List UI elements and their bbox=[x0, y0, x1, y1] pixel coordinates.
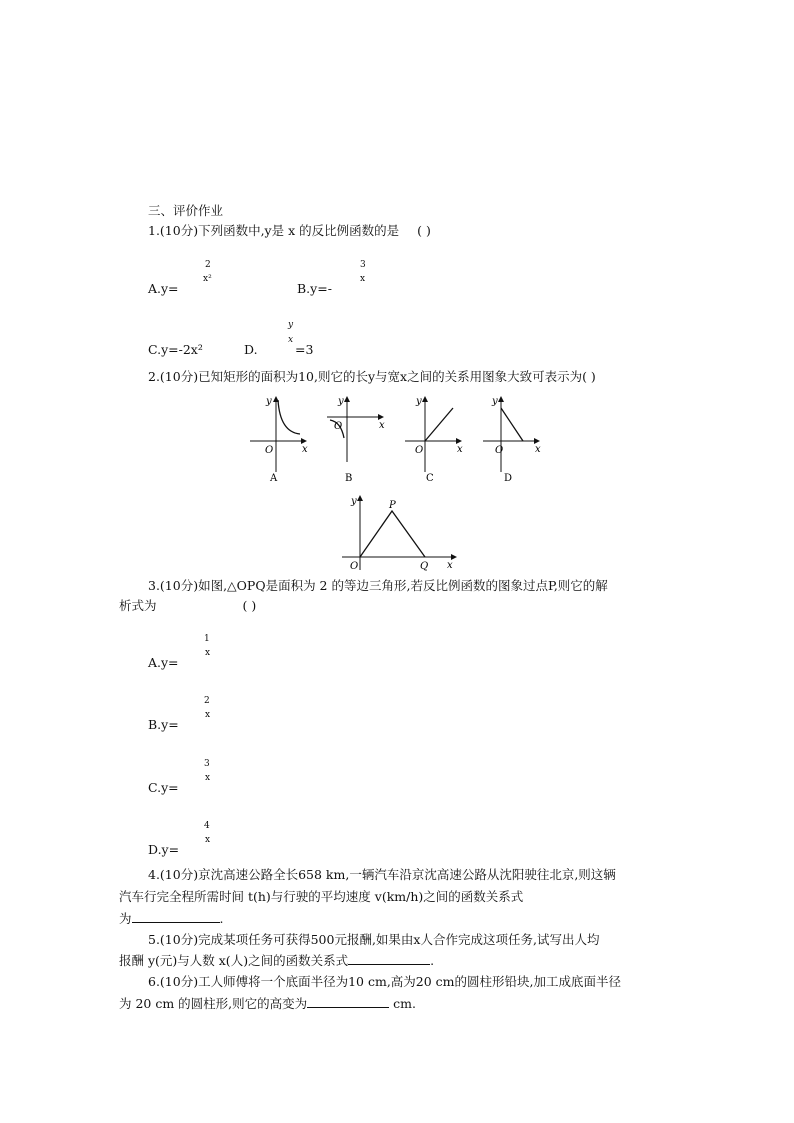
point-q-label: Q bbox=[420, 561, 429, 572]
q3-option-c: C.y= bbox=[148, 780, 179, 795]
q3-d-numerator: 4 bbox=[204, 821, 210, 831]
q4-line3-post: . bbox=[219, 911, 224, 926]
hyperbola-curve bbox=[278, 400, 300, 434]
x-axis-label: x bbox=[447, 560, 453, 571]
q2-graph-b bbox=[325, 392, 391, 484]
increasing-line bbox=[425, 408, 453, 441]
origin-label: O bbox=[495, 445, 504, 456]
q3-d-denominator: x bbox=[205, 835, 211, 845]
q5-line1: 5.(10分)完成某项任务可获得500元报酬,如果由x人合作完成这项任务,试写出人均 bbox=[148, 932, 600, 947]
q1-b-numerator: 3 bbox=[360, 260, 366, 270]
q3-a-denominator: x bbox=[205, 648, 211, 658]
q4-line3-pre: 为 bbox=[119, 911, 132, 926]
q6-line1: 6.(10分)工人师傅将一个底面半径为10 cm,高为20 cm的圆柱形铅块,加工成底面半径 bbox=[148, 974, 621, 989]
x-axis-label: x bbox=[457, 444, 463, 455]
q3-c-denominator: x bbox=[205, 773, 211, 783]
q1-stem-text: 1.(10分)下列函数中,y是 x 的反比例函数的是 bbox=[148, 223, 400, 238]
origin-label: O bbox=[350, 561, 359, 572]
y-axis-label: y bbox=[492, 396, 498, 407]
q3-triangle-figure bbox=[340, 490, 465, 572]
x-axis-label: x bbox=[379, 420, 385, 431]
origin-label: O bbox=[334, 421, 343, 432]
q3-answer-paren: ( ) bbox=[242, 598, 257, 613]
q5-line2 bbox=[119, 953, 434, 969]
q3-b-denominator: x bbox=[205, 710, 211, 720]
origin-label: O bbox=[265, 445, 274, 456]
q3-stem-line1: 3.(10分)如图,△OPQ是面积为 2 的等边三角形,若反比例函数的图象过点P,则它的解 bbox=[148, 578, 608, 593]
q3-option-a: A.y= bbox=[148, 655, 179, 670]
q1-option-a: A.y= bbox=[148, 281, 179, 296]
q1-stem bbox=[148, 223, 431, 239]
q1-option-b: B.y=- bbox=[297, 281, 332, 296]
decreasing-line bbox=[501, 408, 523, 441]
q1-a-numerator: 2 bbox=[205, 260, 211, 270]
graph-label: A bbox=[270, 473, 278, 484]
graph-label: B bbox=[345, 473, 353, 484]
y-axis-label: y bbox=[266, 396, 272, 407]
q6-line2 bbox=[119, 996, 416, 1012]
q6-answer-blank[interactable] bbox=[307, 996, 389, 1008]
q6-line2-post: cm. bbox=[389, 996, 416, 1011]
y-axis-label: y bbox=[338, 396, 344, 407]
q2-graph-c bbox=[403, 392, 469, 484]
q1-answer-paren: ( ) bbox=[417, 223, 431, 238]
q3-stem-line2-text: 析式为 bbox=[119, 598, 157, 613]
q1-d-numerator: y bbox=[288, 320, 294, 330]
q4-line1: 4.(10分)京沈高速公路全长658 km,一辆汽车沿京沈高速公路从沈阳驶往北京,则这辆 bbox=[148, 867, 616, 882]
q1-option-c: C.y=-2x² bbox=[148, 342, 203, 357]
y-axis-label: y bbox=[351, 496, 357, 507]
graph-label: C bbox=[426, 473, 434, 484]
q6-line2-pre: 为 20 cm 的圆柱形,则它的高变为 bbox=[119, 996, 308, 1011]
q3-stem-line2 bbox=[119, 598, 256, 614]
q5-answer-blank[interactable] bbox=[348, 953, 430, 965]
point-p-label: P bbox=[389, 500, 396, 511]
q3-a-numerator: 1 bbox=[204, 634, 210, 644]
x-axis-label: x bbox=[535, 444, 541, 455]
q1-b-denominator: x bbox=[360, 274, 366, 284]
q3-b-numerator: 2 bbox=[204, 696, 210, 706]
q4-line3 bbox=[119, 911, 224, 927]
q5-line2-post: . bbox=[430, 953, 435, 968]
q2-stem: 2.(10分)已知矩形的面积为10,则它的长y与宽x之间的关系用图象大致可表示为( ) bbox=[148, 369, 596, 384]
q4-answer-blank[interactable] bbox=[132, 911, 220, 923]
q1-d-denominator: x bbox=[288, 335, 294, 345]
q2-graph-a bbox=[248, 392, 314, 484]
q5-line2-pre: 报酬 y(元)与人数 x(人)之间的函数关系式 bbox=[119, 953, 349, 968]
graph-label: D bbox=[504, 473, 513, 484]
q3-c-numerator: 3 bbox=[204, 759, 210, 769]
x-axis-label: x bbox=[302, 444, 308, 455]
triangle-opq bbox=[360, 511, 425, 557]
q3-option-b: B.y= bbox=[148, 717, 179, 732]
origin-label: O bbox=[415, 445, 424, 456]
q3-option-d: D.y= bbox=[148, 842, 180, 857]
section-title: 三、评价作业 bbox=[148, 203, 224, 218]
q1-a-denominator: x² bbox=[203, 274, 212, 284]
q1-option-d-tail: =3 bbox=[295, 342, 314, 357]
q2-graph-d bbox=[481, 392, 547, 484]
q4-line2: 汽车行完全程所需时间 t(h)与行驶的平均速度 v(km/h)之间的函数关系式 bbox=[119, 889, 524, 904]
y-axis-label: y bbox=[416, 396, 422, 407]
q1-option-d: D. bbox=[244, 342, 258, 357]
